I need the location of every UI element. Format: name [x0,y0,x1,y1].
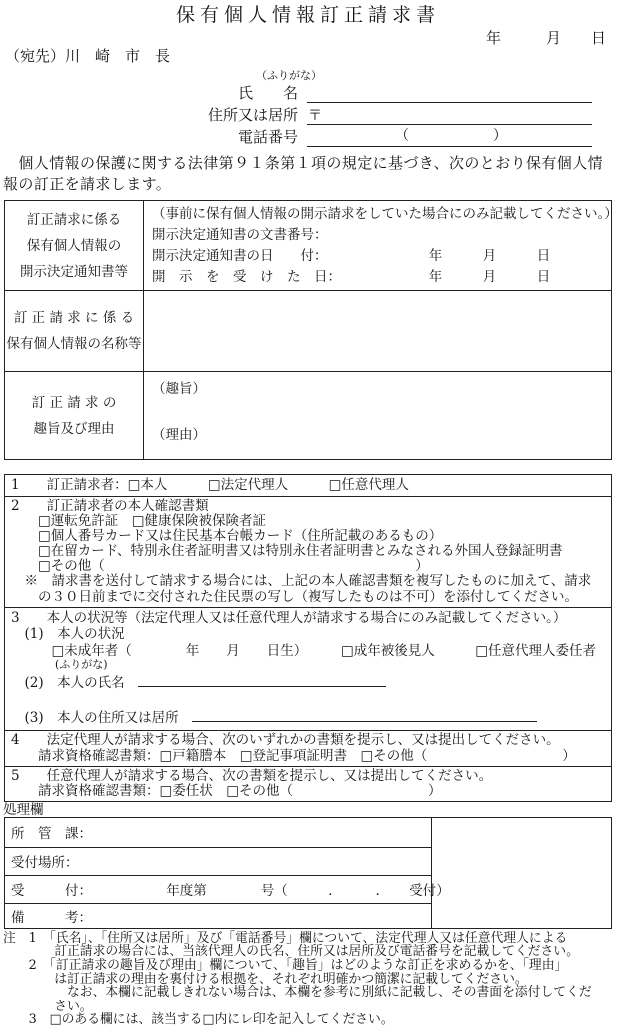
furigana-label: （ふりがな） [256,69,322,82]
text-line: なお、本欄に記載しきれない場合は、本欄を参考に別紙に記載し、その書面を添付してくだ [3,985,592,1001]
text-line: さい。 [3,998,93,1014]
address-write-line [307,103,592,125]
text-line: の３０日前までに交付された住民票の写し（複写したものは不可）を添付してください。 [11,588,578,605]
processing-section-label: 処理欄 [3,801,44,818]
personal-info-correction-request-form [0,3,618,1027]
text-line: 訂 正 請 求 の [31,394,117,411]
text-line: 2 訂正請求者の本人確認書類 [11,498,209,514]
text-line: □在留カード、特別永住者証明書又は特別永住者証明書とみなされる外国人登録証明書 [11,543,563,560]
text-line: 請求資格確認書類：□委任状 □その他（ ） [11,782,442,799]
table-row-info-name [5,291,612,372]
item-4-legal-representative [5,731,612,766]
phone-write-line [307,126,592,147]
table-row-legal-representative [5,731,612,766]
item-5-voluntary-representative [5,766,612,801]
table-row-requester [5,475,612,497]
checklist-table [4,474,612,802]
text-line: 開 示 を 受 け た 日： 年 月 日 [152,269,551,285]
row-label-info-name [5,291,144,372]
text-line: 1 訂正請求者：□本人 □法定代理人 □任意代理人 [11,477,409,493]
postal-mark: 〒 [308,108,322,124]
text-line: □運転免許証 □健康保険被保険者証 [11,513,267,530]
request-details-table [4,200,618,460]
text-line: 訂正請求に係る [26,211,122,228]
phone-parens: （ ） [395,128,507,144]
name-label: 氏 名 [237,84,298,102]
text-line: □その他（ ） [11,558,429,575]
text-line: □未成年者（ 年 月 日生） □成年被後見人 □任意代理人委任者 [11,642,597,659]
name-write-line [307,81,592,103]
purpose-heading: （趣旨） [152,381,206,397]
text-line: （事前に保有個人情報の開示請求をしていた場合にのみ記載してください。） [152,206,618,222]
text-line: は訂正請求の理由を裏付ける根拠を、それぞれ明確かつ簡潔に記載してください。 [3,971,528,987]
text-line: 3 本人の状況等（法定代理人又は任意代理人が請求する場合にのみ記載してください。） [11,609,567,626]
text-line: ※ 請求書を送付して請求する場合には、上記の本人確認書類を複写したものに加えて、請求 [11,573,592,590]
principal-name-underline [138,671,386,687]
table-row-department [5,817,612,847]
text-line: 訂 正 請 求 に 係 る [13,310,135,326]
row-content-purpose-reason [144,372,612,460]
text-line: 開示決定通知書の日 付： 年 月 日 [152,248,551,264]
department-cell: 所 管 課： [5,817,432,847]
principal-address-underline [192,706,537,722]
text-line: 訂正請求の場合には、当該代理人の氏名、住所又は居所及び電話番号を記載してください。 [3,944,579,960]
text-line: 5 任意代理人が請求する場合、次の書類を提示し、又は提出してください。 [11,767,493,784]
text-line: 3 □のある欄には、該当する□内にレ印を記入してください。 [3,1012,394,1027]
text-line: (1) 本人の状況 [11,626,125,643]
date-line: 年 月 日 [485,29,606,47]
form-title: 保有個人情報訂正請求書 [175,4,440,26]
row-content-disclosure-notice [144,201,618,291]
text-line: □個人番号カード又は住民基本台帳カード（住所記載のあるもの） [11,528,443,545]
principal-furigana-label: (ふりがな) [11,658,108,672]
text-line: 保有個人情報の名称等 [6,336,142,352]
principal-name-row [11,671,608,693]
text-line: 請求資格確認書類：□戸籍謄本 □登記事項証明書 □その他（ ） [11,747,576,764]
item-1-requester [5,475,612,497]
row-content-info-name [144,291,612,372]
table-row-purpose-reason [5,372,612,460]
footnotes [3,932,614,1027]
processing-table [4,817,612,929]
text-line: 注 1 「氏名」、「住所又は居所」及び「電話番号」欄について、法定代理人又は任意代理人による [3,930,568,946]
address-field-row [186,103,592,125]
text-line: 開示決定通知書の文書番号： [152,227,328,243]
text-line: 4 法定代理人が請求する場合、次のいずれかの書類を提示し、又は提出してください。 [11,732,560,749]
row-label-purpose-reason [5,372,144,460]
table-row-disclosure-notice [5,201,612,291]
table-row-identity-documents [5,497,612,608]
address-label: 住所又は居所 [207,106,298,124]
addressee-line: （宛先）川 崎 市 長 [5,47,171,65]
row-label-disclosure-notice [5,201,144,291]
principal-address-row [11,706,608,728]
text-line: 2 「訂正請求の趣旨及び理由」欄について、「趣旨」はどのような訂正を求めるかを、「理由」 [3,958,568,973]
reception-number-cell: 受 付： 年度第 号（ ． ． 受付） [5,875,432,903]
item-2-identity-documents [5,497,612,608]
item-3-principal-status [5,607,612,731]
phone-label: 電話番号 [237,128,298,146]
text-line: 保有個人情報の [26,237,122,254]
remarks-cell: 備 考： [5,903,432,928]
intro-paragraph: 個人情報の保護に関する法律第９１条第１項の規定に基づき、次のとおり保有個人情報の訂正を請求します。 [3,154,604,193]
principal-address-label: (3) 本人の住所又は居所 [11,710,193,727]
table-row-voluntary-representative [5,766,612,801]
processing-stamp-area [432,817,612,928]
phone-field-row [186,125,592,147]
text-line: 趣旨及び理由 [33,420,115,437]
principal-name-label: (2) 本人の氏名 [11,675,139,692]
table-row-principal-status [5,607,612,731]
reason-heading: （理由） [152,427,206,443]
reception-place-cell: 受付場所： [5,847,432,875]
name-field-row [186,82,592,103]
text-line: 開示決定通知書等 [20,263,128,280]
